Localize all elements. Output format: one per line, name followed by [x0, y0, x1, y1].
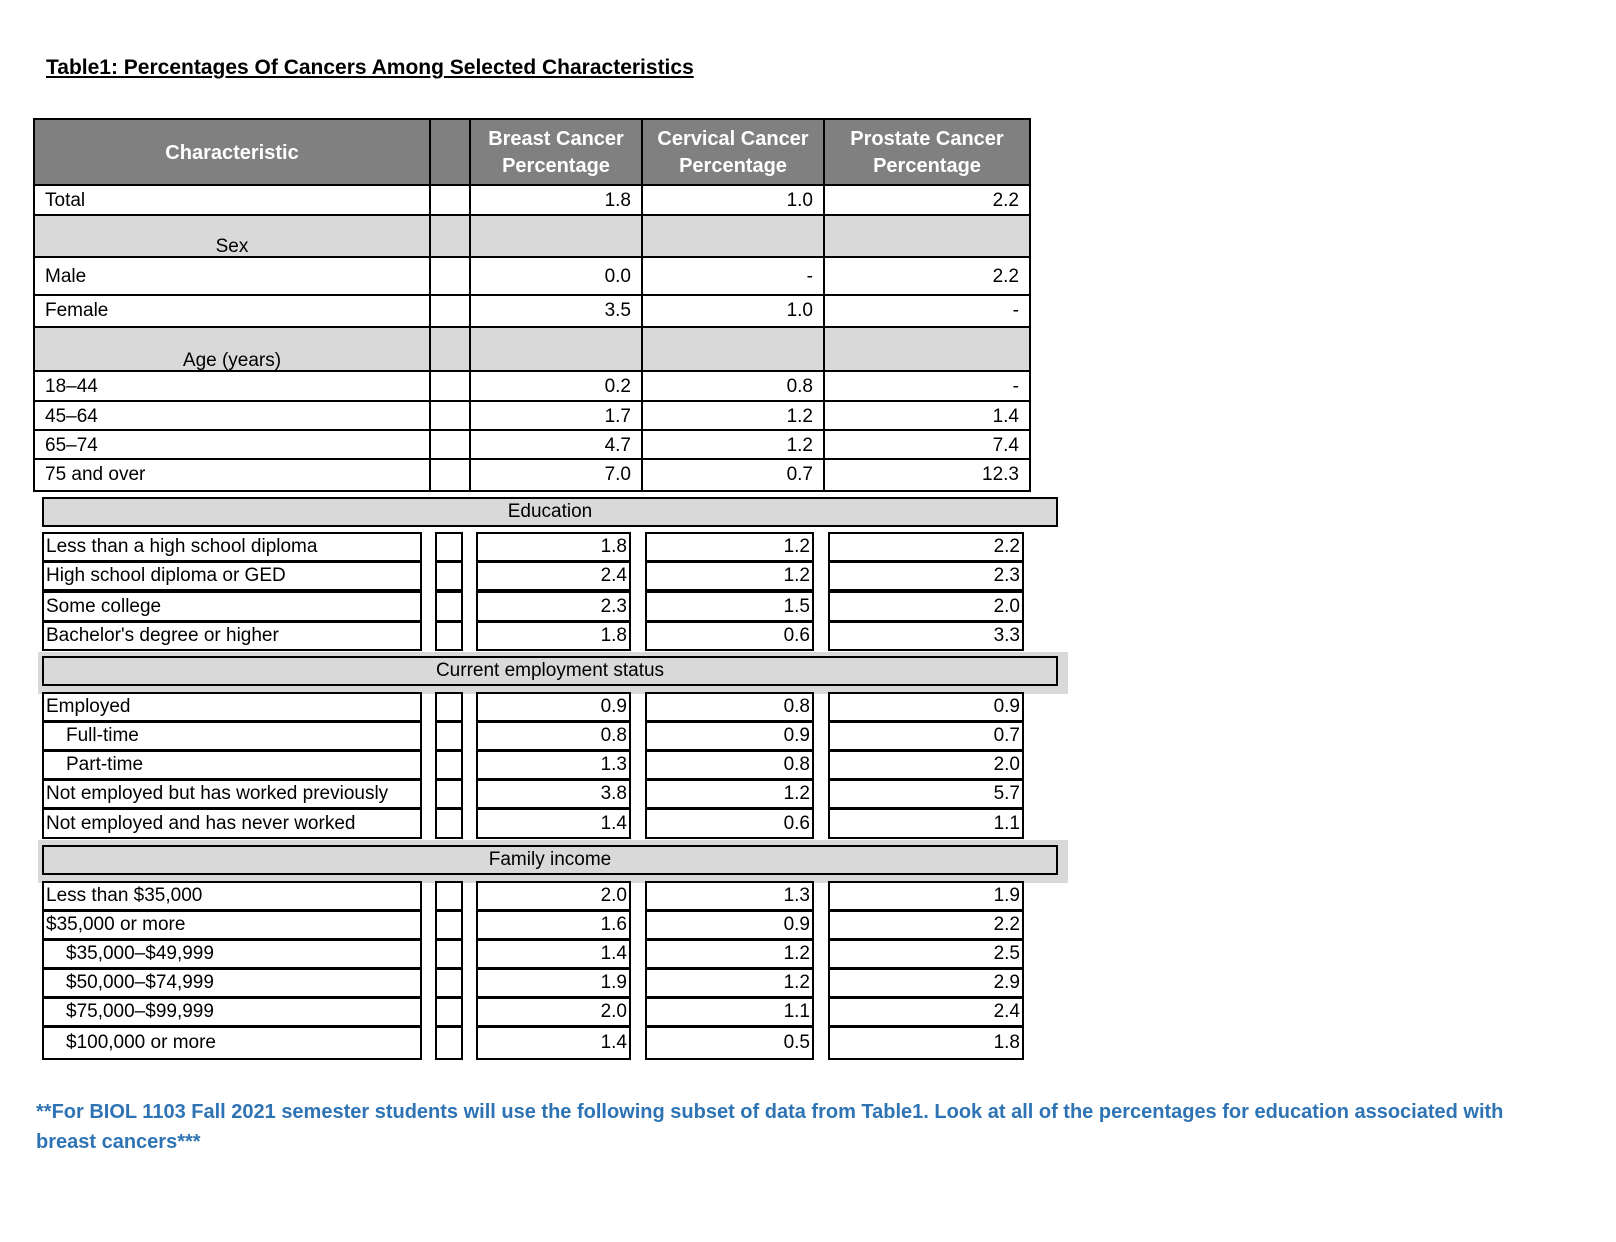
section-age-label: Age (years)	[182, 350, 282, 371]
row-label: Not employed but has worked previously	[42, 779, 422, 809]
row-blank	[429, 328, 469, 372]
row-breast: 3.8	[476, 779, 631, 809]
row-prostate: 12.3	[823, 460, 1029, 490]
row-blank	[429, 186, 469, 216]
row-blank	[823, 216, 1029, 258]
row-breast: 1.4	[476, 1026, 631, 1060]
row-blank	[435, 881, 463, 911]
row-prostate: -	[823, 372, 1029, 402]
row-breast: 2.3	[476, 591, 631, 622]
row-blank	[435, 721, 463, 751]
row-blank	[641, 328, 823, 372]
row-label: Bachelor's degree or higher	[42, 621, 422, 651]
row-breast: 1.8	[469, 186, 641, 216]
row-cervical: 1.2	[645, 561, 814, 591]
table-row	[35, 458, 1029, 490]
section-education: Education	[42, 497, 1058, 527]
row-breast: 1.3	[476, 750, 631, 780]
row-prostate: 2.5	[828, 939, 1024, 969]
row-blank	[435, 591, 463, 622]
row-prostate: 2.0	[828, 591, 1024, 622]
section-sex-label: Sex	[215, 236, 249, 257]
row-cervical: 1.2	[641, 402, 823, 431]
row-cervical: 1.3	[645, 881, 814, 911]
row-label: $35,000–$49,999	[42, 939, 422, 969]
row-cervical: 1.5	[645, 591, 814, 622]
row-blank	[429, 216, 469, 258]
row-cervical: 0.8	[645, 692, 814, 722]
row-label: Male	[45, 266, 87, 287]
section-sex	[35, 214, 1029, 258]
main-table	[33, 118, 1031, 492]
row-blank	[429, 431, 469, 460]
row-breast: 2.0	[476, 997, 631, 1027]
row-prostate: -	[823, 296, 1029, 326]
row-label: Less than $35,000	[42, 881, 422, 911]
row-prostate: 2.0	[828, 750, 1024, 780]
row-breast: 0.2	[469, 372, 641, 402]
row-breast: 1.9	[476, 968, 631, 998]
row-label: Full-time	[42, 721, 422, 751]
row-label: 75 and over	[45, 464, 146, 485]
row-label: Less than a high school diploma	[42, 532, 422, 562]
row-prostate: 1.9	[828, 881, 1024, 911]
row-blank	[435, 910, 463, 940]
row-prostate: 2.3	[828, 561, 1024, 591]
row-prostate: 7.4	[823, 431, 1029, 460]
header-prostate: Prostate Cancer Percentage	[823, 120, 1029, 186]
row-label: $75,000–$99,999	[42, 997, 422, 1027]
section-age	[35, 326, 1029, 372]
row-label: $50,000–$74,999	[42, 968, 422, 998]
row-blank	[435, 997, 463, 1027]
row-cervical: 0.6	[645, 808, 814, 839]
row-breast: 1.8	[476, 532, 631, 562]
row-prostate: 2.2	[828, 910, 1024, 940]
row-breast: 2.4	[476, 561, 631, 591]
table-row	[35, 429, 1029, 460]
row-label: Some college	[42, 591, 422, 622]
section-employment: Current employment status	[42, 656, 1058, 686]
row-prostate: 2.2	[823, 186, 1029, 216]
row-cervical: 0.5	[645, 1026, 814, 1060]
row-prostate: 1.1	[828, 808, 1024, 839]
row-cervical: 1.2	[645, 532, 814, 562]
table-row	[35, 294, 1029, 326]
row-cervical: 0.9	[645, 910, 814, 940]
row-blank	[435, 621, 463, 651]
table-row	[35, 370, 1029, 402]
section-income: Family income	[42, 845, 1058, 875]
row-label: 18–44	[45, 376, 98, 397]
row-blank	[435, 968, 463, 998]
row-cervical: 1.2	[645, 779, 814, 809]
table-row	[35, 256, 1029, 296]
row-blank	[435, 779, 463, 809]
row-cervical: 1.2	[645, 939, 814, 969]
row-label: $100,000 or more	[42, 1026, 422, 1060]
row-cervical: 0.8	[645, 750, 814, 780]
row-blank	[429, 372, 469, 402]
row-prostate: 2.2	[823, 258, 1029, 296]
row-cervical: 0.6	[645, 621, 814, 651]
row-prostate: 2.4	[828, 997, 1024, 1027]
row-breast: 3.5	[469, 296, 641, 326]
row-prostate: 0.9	[828, 692, 1024, 722]
row-breast: 1.4	[476, 939, 631, 969]
row-prostate: 1.4	[823, 402, 1029, 431]
row-cervical: 1.0	[641, 296, 823, 326]
row-blank	[429, 402, 469, 431]
row-prostate: 2.9	[828, 968, 1024, 998]
row-prostate: 5.7	[828, 779, 1024, 809]
row-cervical: 0.7	[641, 460, 823, 490]
row-prostate: 2.2	[828, 532, 1024, 562]
row-cervical: 1.0	[641, 186, 823, 216]
row-blank	[435, 808, 463, 839]
row-blank	[429, 460, 469, 490]
row-label: High school diploma or GED	[42, 561, 422, 591]
row-breast: 0.0	[469, 258, 641, 296]
row-label: Total	[45, 190, 86, 211]
row-blank	[469, 216, 641, 258]
row-label: Employed	[42, 692, 422, 722]
row-blank	[469, 328, 641, 372]
row-prostate: 3.3	[828, 621, 1024, 651]
header-characteristic: Characteristic	[35, 120, 429, 186]
table-title: Table1: Percentages Of Cancers Among Selected Characteristics	[46, 56, 694, 79]
header-breast: Breast Cancer Percentage	[469, 120, 641, 186]
row-blank	[435, 939, 463, 969]
row-breast: 0.9	[476, 692, 631, 722]
row-label: 45–64	[45, 405, 98, 427]
row-cervical: 0.8	[641, 372, 823, 402]
row-blank	[435, 1026, 463, 1060]
header-row	[35, 120, 1029, 186]
row-breast: 0.8	[476, 721, 631, 751]
row-blank	[641, 216, 823, 258]
row-blank	[435, 532, 463, 562]
row-label: Female	[45, 300, 109, 321]
row-label: Not employed and has never worked	[42, 808, 422, 839]
row-breast: 7.0	[469, 460, 641, 490]
row-blank	[435, 692, 463, 722]
row-label: 65–74	[45, 434, 98, 456]
row-breast: 4.7	[469, 431, 641, 460]
row-label: Part-time	[42, 750, 422, 780]
row-cervical: 1.2	[641, 431, 823, 460]
table-row	[35, 400, 1029, 431]
row-breast: 2.0	[476, 881, 631, 911]
row-cervical: -	[641, 258, 823, 296]
row-blank	[435, 750, 463, 780]
row-blank	[435, 561, 463, 591]
table-row-total	[35, 184, 1029, 216]
instruction-note: **For BIOL 1103 Fall 2021 semester students will use the following subset of data from Table1. Look at all of the percentages for education associated with breast cancers***	[36, 1101, 1504, 1153]
row-cervical: 1.1	[645, 997, 814, 1027]
row-cervical: 0.9	[645, 721, 814, 751]
row-label: $35,000 or more	[42, 910, 422, 940]
row-blank	[823, 328, 1029, 372]
row-breast: 1.6	[476, 910, 631, 940]
row-breast: 1.4	[476, 808, 631, 839]
row-prostate: 0.7	[828, 721, 1024, 751]
row-breast: 1.7	[469, 402, 641, 431]
header-cervical: Cervical Cancer Percentage	[641, 120, 823, 186]
row-prostate: 1.8	[828, 1026, 1024, 1060]
header-blank	[429, 120, 469, 186]
row-blank	[429, 296, 469, 326]
row-cervical: 1.2	[645, 968, 814, 998]
row-blank	[429, 258, 469, 296]
row-breast: 1.8	[476, 621, 631, 651]
